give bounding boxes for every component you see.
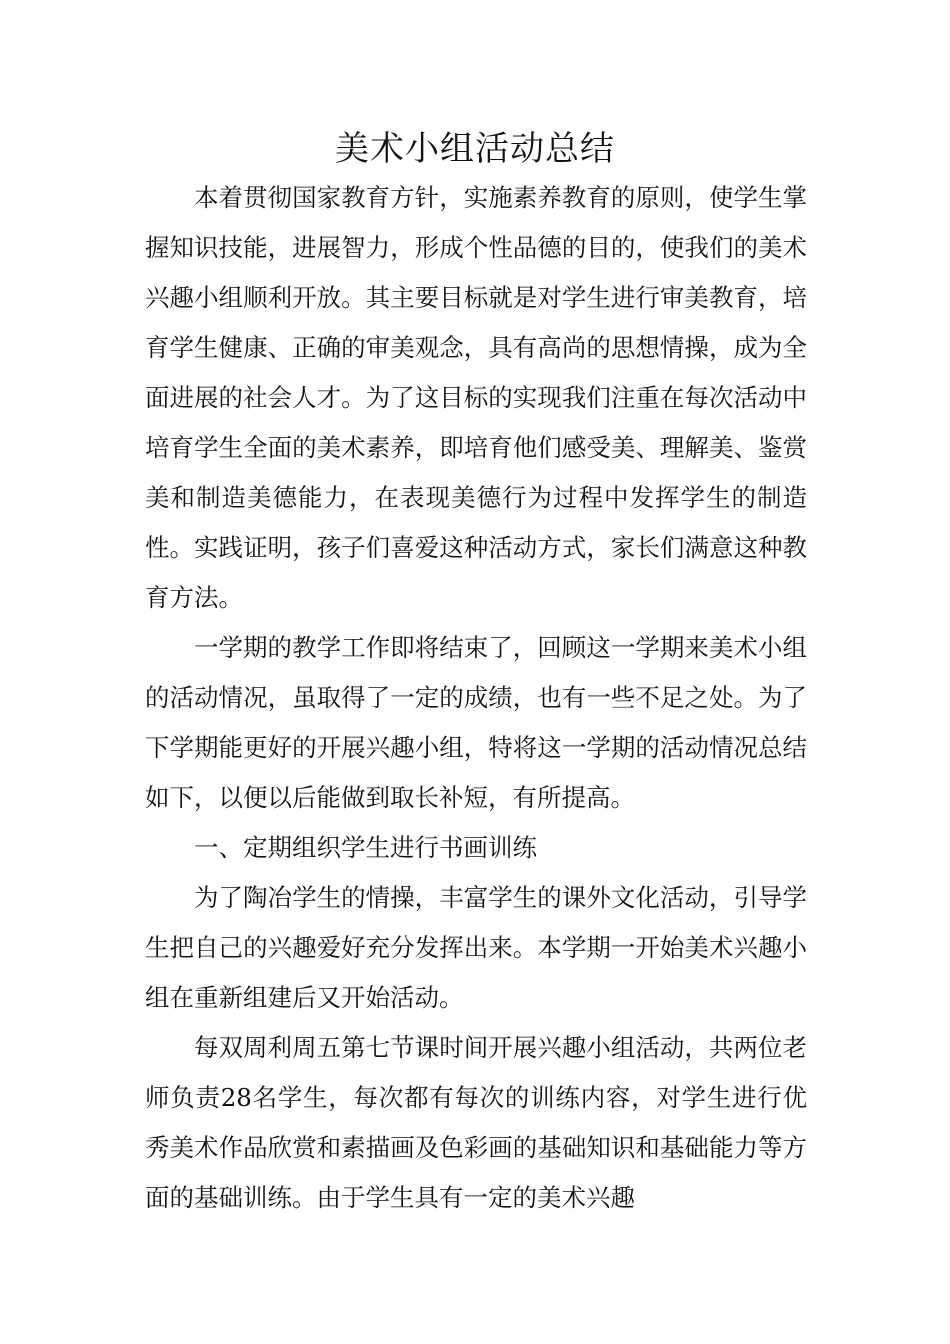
document-body bbox=[145, 173, 807, 1223]
section-heading-1: 一、定期组织学生进行书画训练 bbox=[194, 833, 537, 862]
paragraph-purpose: 为了陶冶学生的情操，丰富学生的课外文化活动，引导学生把自己的兴趣爱好充分发挥出来。本学期一开始美术兴趣小组在重新组建后又开始活动。 bbox=[145, 883, 807, 1012]
paragraph-intro: 本着贯彻国家教育方针，实施素养教育的原则，使学生掌握知识技能，进展智力，形成个性品德的目的，使我们的美术兴趣小组顺利开放。其主要目标就是对学生进行审美教育，培育学生健康、正确的审美观念，具有高尚的思想情操，成为全面进展的社会人才。为了这目标的实现我们注重在每次活动中培育学生全面的美术素养，即培育他们感受美、理解美、鉴赏美和制造美德能力，在表现美德行为过程中发挥学生的制造性。实践证明，孩子们喜爱这种活动方式，家长们满意这种教育方法。 bbox=[145, 183, 807, 612]
document-title: 美术小组活动总结 bbox=[335, 129, 615, 169]
paragraph-review: 一学期的教学工作即将结束了，回顾这一学期来美术小组的活动情况，虽取得了一定的成绩，也有一些不足之处。为了下学期能更好的开展兴趣小组，特将这一学期的活动情况总结如下，以便以后能做到取长补短，有所提高。 bbox=[145, 633, 807, 812]
paragraph-schedule: 每双周利周五第七节课时间开展兴趣小组活动，共两位老师负责28名学生，每次都有每次的训练内容，对学生进行优秀美术作品欣赏和素描画及色彩画的基础知识和基础能力等方面的基础训练。由于学生具有一定的美术兴趣 bbox=[145, 1033, 807, 1212]
